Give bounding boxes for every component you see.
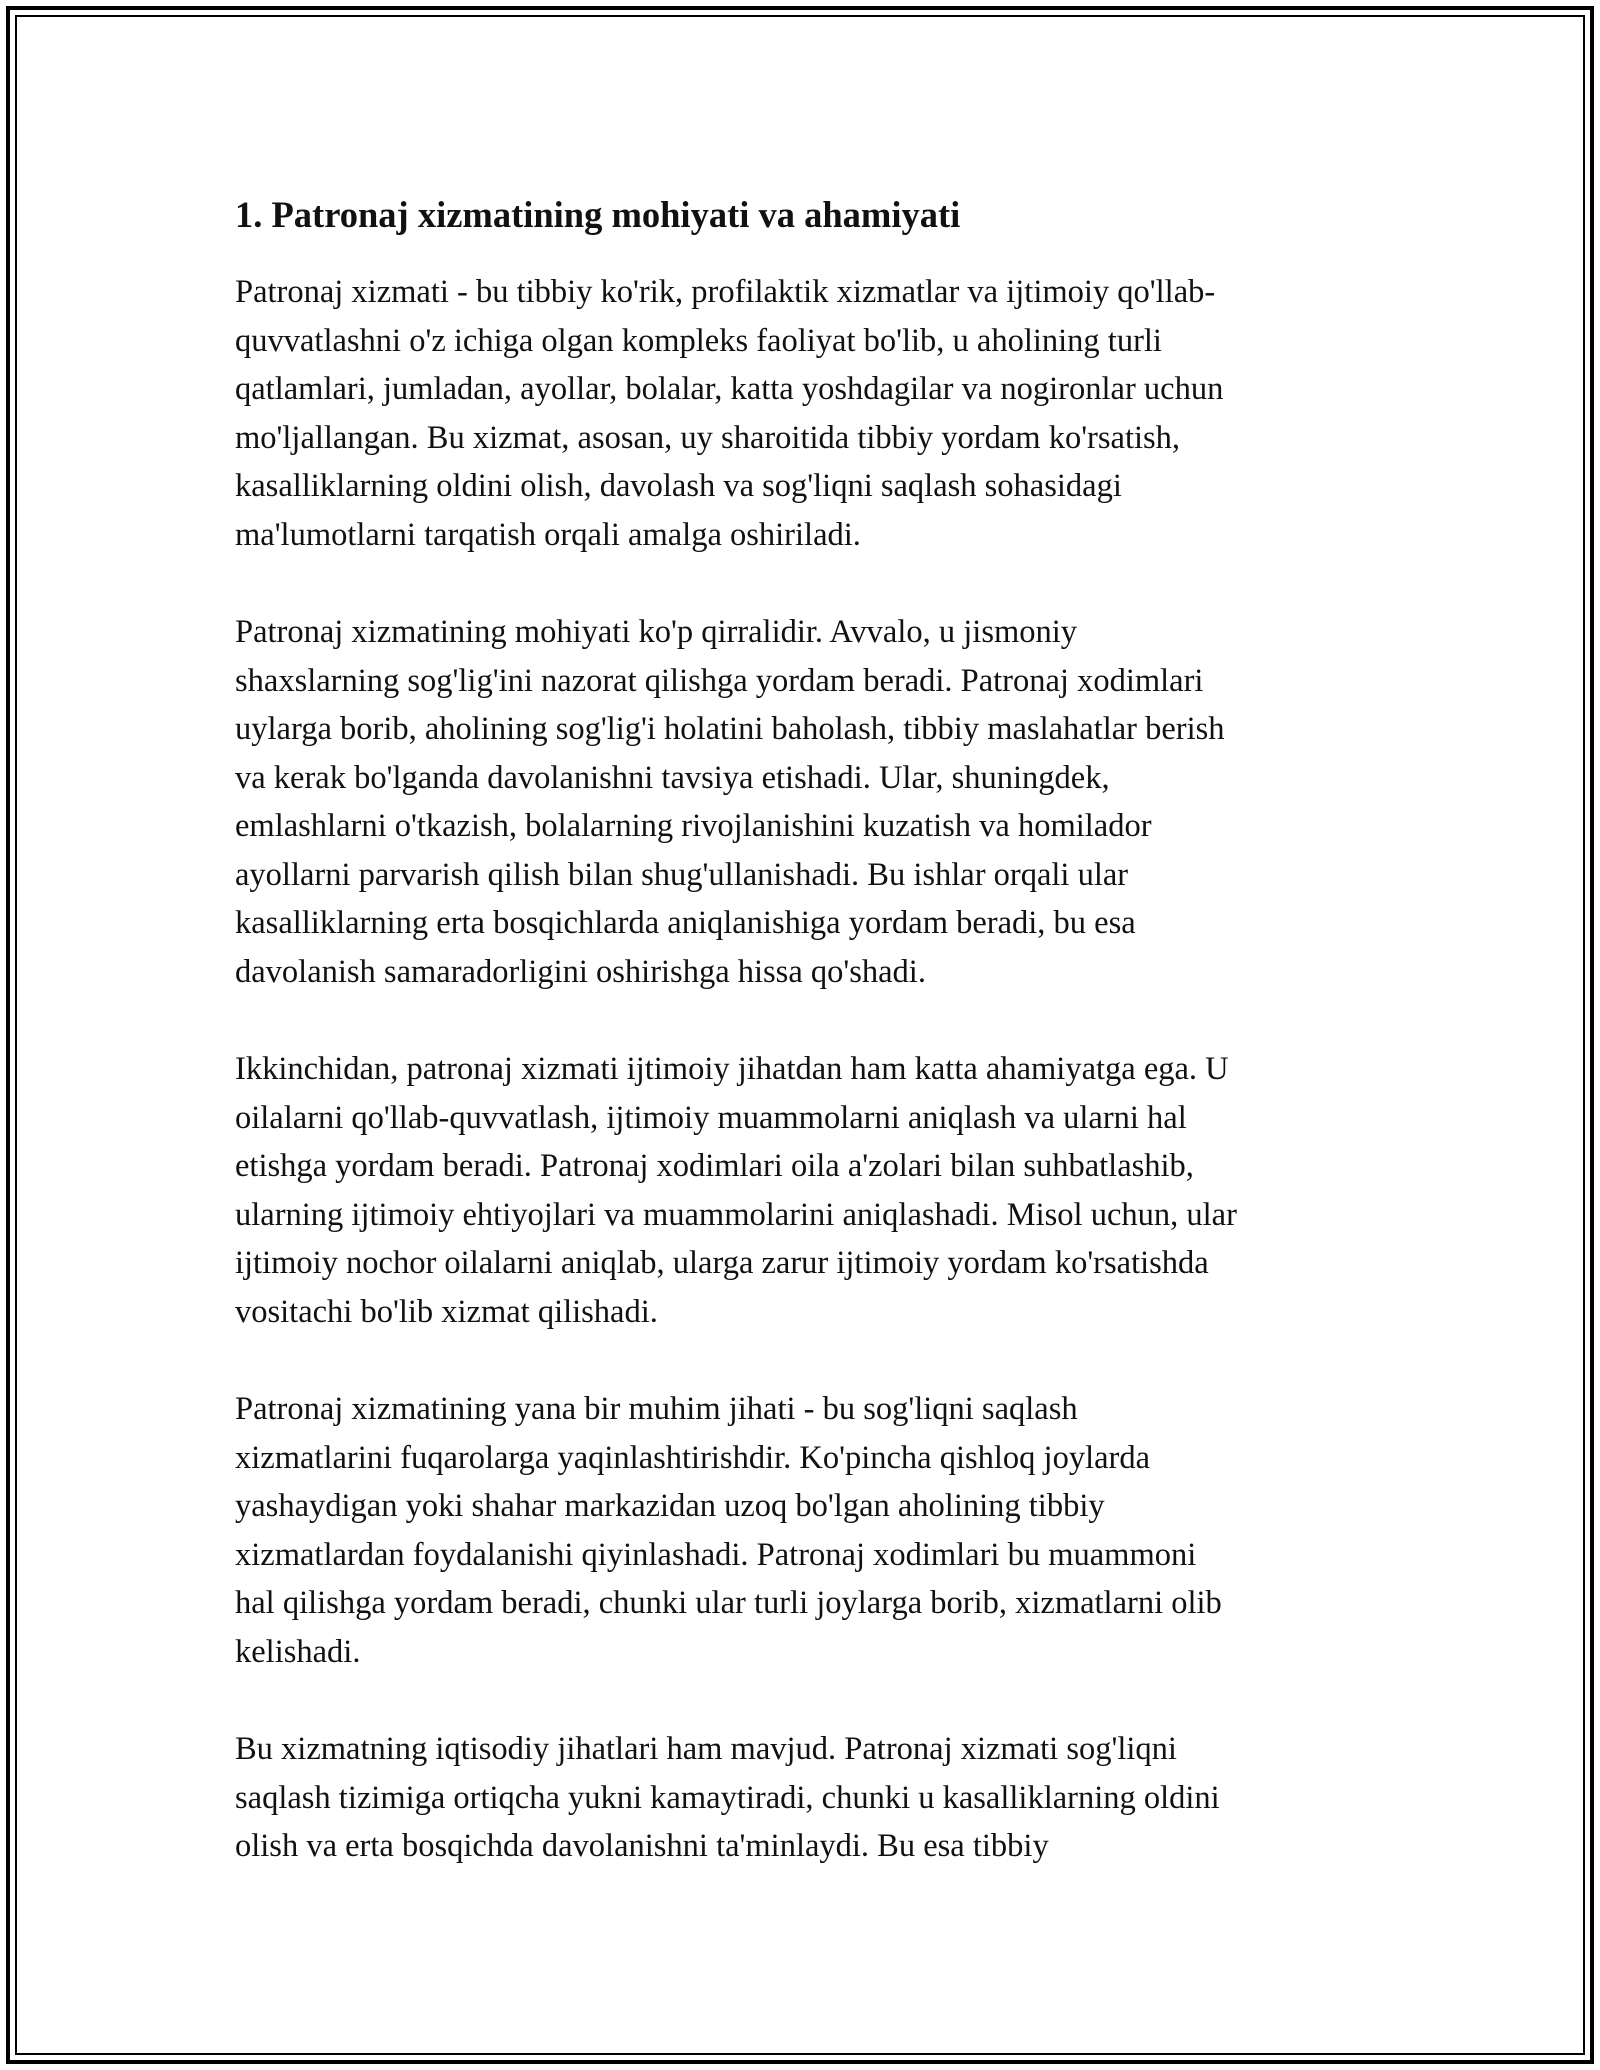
text-line: ma'lumotlarni tarqatish orqali amalga oshiriladi.	[235, 516, 861, 553]
text-line: davolanish samaradorligini oshirishga hissa qo'shadi.	[235, 953, 926, 990]
section-heading: 1. Patronaj xizmatining mohiyati va ahamiyati	[235, 194, 961, 235]
text-line: kelishadi.	[235, 1633, 361, 1670]
text-line: uylarga borib, aholining sog'lig'i holatini baholash, tibbiy maslahatlar berish	[235, 711, 1225, 747]
text-line: Ikkinchidan, patronaj xizmati ijtimoiy jihatdan ham katta ahamiyatga ega. U	[235, 1051, 1229, 1087]
paragraph	[235, 268, 1375, 559]
paragraph	[235, 1385, 1375, 1676]
text-line: olish va erta bosqichda davolanishni ta'minlaydi. Bu esa tibbiy	[235, 1828, 1049, 1864]
text-line: va kerak bo'lganda davolanishni tavsiya etishadi. Ular, shuningdek,	[235, 759, 1110, 796]
text-line: kasalliklarning oldini olish, davolash va sog'liqni saqlash sohasidagi	[235, 468, 1122, 504]
text-line: ayollarni parvarish qilish bilan shug'ullanishadi. Bu ishlar orqali ular	[235, 856, 1129, 893]
text-line: saqlash tizimiga ortiqcha yukni kamaytiradi, chunki u kasalliklarning oldini	[235, 1779, 1220, 1816]
paragraph-list	[235, 268, 1375, 1871]
text-line: shaxslarning sog'lig'ini nazorat qilishga yordam beradi. Patronaj xodimlari	[235, 662, 1204, 699]
text-line: oilalarni qo'llab-quvvatlash, ijtimoiy muammolarni aniqlash va ularni hal	[235, 1099, 1187, 1136]
text-line: Patronaj xizmatining yana bir muhim jihati - bu sog'liqni saqlash	[235, 1391, 1078, 1427]
paragraph	[235, 1045, 1375, 1336]
text-line: Patronaj xizmatining mohiyati ko'p qirralidir. Avvalo, u jismoniy	[235, 614, 1078, 650]
text-line: qatlamlari, jumladan, ayollar, bolalar, katta yoshdagilar va nogironlar uchun	[235, 371, 1224, 407]
text-line: hal qilishga yordam beradi, chunki ular turli joylarga borib, xizmatlarni olib	[235, 1585, 1222, 1621]
text-line: yashaydigan yoki shahar markazidan uzoq bo'lgan aholining tibbiy	[235, 1488, 1105, 1524]
text-line: quvvatlashni o'z ichiga olgan kompleks faoliyat bo'lib, u aholining turli	[235, 322, 1162, 359]
document-body	[235, 186, 1375, 1920]
text-line: vositachi bo'lib xizmat qilishadi.	[235, 1293, 658, 1330]
text-line: xizmatlardan foydalanishi qiyinlashadi. Patronaj xodimlari bu muammoni	[235, 1536, 1197, 1573]
text-line: Patronaj xizmati - bu tibbiy ko'rik, profilaktik xizmatlar va ijtimoiy qo'llab-	[235, 274, 1216, 310]
paragraph	[235, 1725, 1375, 1871]
text-line: mo'ljallangan. Bu xizmat, asosan, uy sharoitida tibbiy yordam ko'rsatish,	[235, 419, 1181, 456]
text-line: ijtimoiy nochor oilalarni aniqlab, ularga zarur ijtimoiy yordam ko'rsatishda	[235, 1245, 1209, 1281]
text-line: Bu xizmatning iqtisodiy jihatlari ham mavjud. Patronaj xizmati sog'liqni	[235, 1731, 1177, 1767]
text-line: etishga yordam beradi. Patronaj xodimlari oila a'zolari bilan suhbatlashib,	[235, 1148, 1194, 1184]
text-line: ularning ijtimoiy ehtiyojlari va muammolarini aniqlashadi. Misol uchun, ular	[235, 1196, 1237, 1233]
text-line: xizmatlarini fuqarolarga yaqinlashtirishdir. Ko'pincha qishloq joylarda	[235, 1439, 1151, 1476]
paragraph	[235, 608, 1375, 996]
text-line: kasalliklarning erta bosqichlarda aniqlanishiga yordam beradi, bu esa	[235, 905, 1136, 941]
text-line: emlashlarni o'tkazish, bolalarning rivojlanishini kuzatish va homilador	[235, 808, 1152, 844]
